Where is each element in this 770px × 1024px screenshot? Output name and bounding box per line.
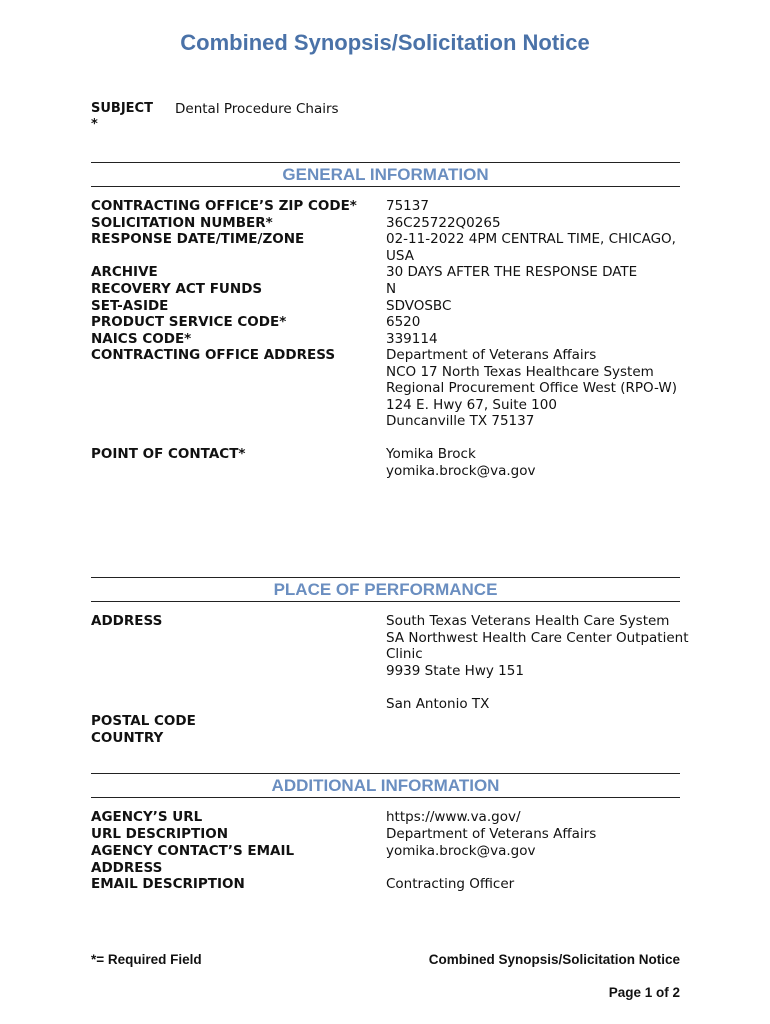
additional-information-heading: ADDITIONAL INFORMATION [271, 776, 500, 795]
zip-code-label: CONTRACTING OFFICE’S ZIP CODE* [91, 198, 357, 214]
subject-value: Dental Procedure Chairs [175, 101, 339, 117]
zip-code-value: 75137 [386, 198, 429, 214]
agency-contact-email-value[interactable]: yomika.brock@va.gov [386, 843, 536, 859]
page-number: Page 1 of 2 [608, 985, 680, 1000]
subject-label: SUBJECT * [91, 101, 153, 132]
contracting-office-address-value: Department of Veterans Affairs NCO 17 North Texas Healthcare System Regional Procurement Office West (RPO-W) 124 E. Hwy 67, Suite 100 Duncanville TX 75137 [386, 347, 677, 430]
agency-url-value[interactable]: https://www.va.gov/ [386, 809, 521, 825]
email-description-value: Contracting Officer [386, 876, 515, 892]
set-aside-value: SDVOSBC [386, 298, 452, 314]
section-rule-bottom [91, 186, 680, 187]
response-date-label: RESPONSE DATE/TIME/ZONE [91, 231, 305, 247]
recovery-act-label: RECOVERY ACT FUNDS [91, 281, 263, 297]
section-rule-bottom [91, 797, 680, 798]
point-of-contact-label: POINT OF CONTACT* [91, 446, 246, 462]
url-description-value: Department of Veterans Affairs [386, 826, 597, 842]
required-field-note: *= Required Field [91, 952, 202, 967]
page-title: Combined Synopsis/Solicitation Notice [180, 30, 590, 55]
email-description-label: EMAIL DESCRIPTION [91, 876, 245, 892]
country-label: COUNTRY [91, 730, 164, 746]
url-description-label: URL DESCRIPTION [91, 826, 229, 842]
naics-code-label: NAICS CODE* [91, 331, 192, 347]
section-rule-top [91, 162, 680, 163]
general-information-heading: GENERAL INFORMATION [282, 165, 489, 184]
point-of-contact-value: Yomika Brock yomika.brock@va.gov [386, 446, 536, 479]
pop-address-value: South Texas Veterans Health Care System SA Northwest Health Care Center Outpatient Clinic 9939 State Hwy 151 San Antonio TX [386, 613, 689, 712]
agency-contact-email-label: AGENCY CONTACT’S EMAIL ADDRESS [91, 843, 295, 876]
section-rule-top [91, 773, 680, 774]
product-service-code-value: 6520 [386, 314, 421, 330]
pop-address-label: ADDRESS [91, 613, 163, 629]
product-service-code-label: PRODUCT SERVICE CODE* [91, 314, 287, 330]
archive-label: ARCHIVE [91, 264, 158, 280]
set-aside-label: SET-ASIDE [91, 298, 169, 314]
place-of-performance-heading: PLACE OF PERFORMANCE [273, 580, 498, 599]
section-rule-bottom [91, 601, 680, 602]
solicitation-number-value: 36C25722Q0265 [386, 215, 501, 231]
postal-code-label: POSTAL CODE [91, 713, 196, 729]
archive-value: 30 DAYS AFTER THE RESPONSE DATE [386, 264, 638, 280]
footer-document-name: Combined Synopsis/Solicitation Notice [428, 952, 680, 967]
agency-url-label: AGENCY’S URL [91, 809, 203, 825]
contracting-office-address-label: CONTRACTING OFFICE ADDRESS [91, 347, 336, 363]
recovery-act-value: N [386, 281, 397, 297]
section-rule-top [91, 577, 680, 578]
naics-code-value: 339114 [386, 331, 438, 347]
response-date-value: 02-11-2022 4PM CENTRAL TIME, CHICAGO, USA [386, 231, 676, 264]
solicitation-number-label: SOLICITATION NUMBER* [91, 215, 273, 231]
